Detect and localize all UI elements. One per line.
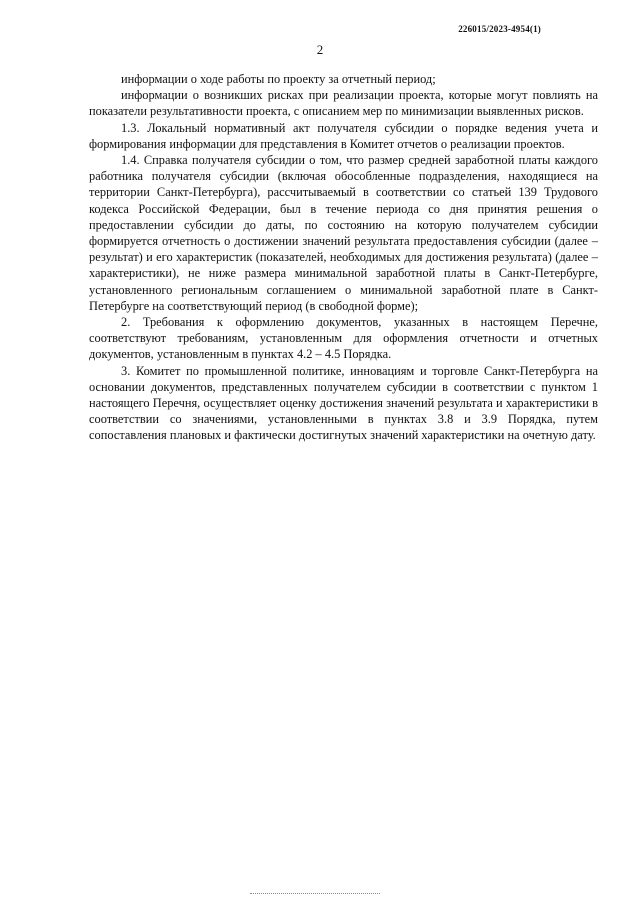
page-number: 2 [316, 42, 324, 57]
paragraph-progress-info: информации о ходе работы по проекту за отчетный период; [121, 72, 436, 86]
scan-artifact-line [250, 893, 380, 894]
document-number: 226015/2023-4954(1) [458, 24, 541, 34]
document-body [89, 71, 598, 444]
paragraph-2-document-requirements: 2. Требования к оформлению документов, указанных в настоящем Перечне, соответствуют требованиям, установленным для оформления отчетности и отчетных документов, установленным в пунктах 4.2 – 4.5 Порядка. [89, 315, 598, 362]
paragraph-risks-info: информации о возникших рисках при реализации проекта, которые могут повлиять на показатели результативности проекта, с описанием мер по минимизации выявленных рисков. [89, 88, 598, 119]
paragraph-1-4-salary-certificate: 1.4. Справка получателя субсидии о том, что размер средней заработной платы каждого работника получателя субсидии (включая обособленные подразделения, находящиеся на территории Санкт-Петербурга), рассчитываемый в соответствии со статьей 139 Трудового кодекса Российской Федерации, был в течение периода со дня принятия решения о предоставлении субсидии до даты, по состоянию на которую получателем субсидии формируется отчетность о достижении значений результата предоставления субсидии (далее – результат) и его характеристик (показателей, необходимых для достижения результата) (далее – характеристики), не ниже размера минимальной заработной платы в Санкт-Петербурге, установленного региональным соглашением о минимальной заработной плате в Санкт-Петербурге на соответствующий период (в свободной форме); [89, 153, 598, 313]
paragraph-1-3-local-act: 1.3. Локальный нормативный акт получателя субсидии о порядке ведения учета и формирования информации для представления в Комитет отчетов о реализации проектов. [89, 120, 598, 151]
paragraph-3-committee-assessment: 3. Комитет по промышленной политике, инновациям и торговле Санкт-Петербурга на основании документов, представленных получателем субсидии в соответствии с пунктом 1 настоящего Перечня, осуществляет оценку достижения значений результата и характеристики в соответствии со значениями, установленными в пунктах 3.8 и 3.9 Порядка, путем сопоставления плановых и фактически достигнутых значений характеристики на очетную дату. [89, 363, 598, 443]
